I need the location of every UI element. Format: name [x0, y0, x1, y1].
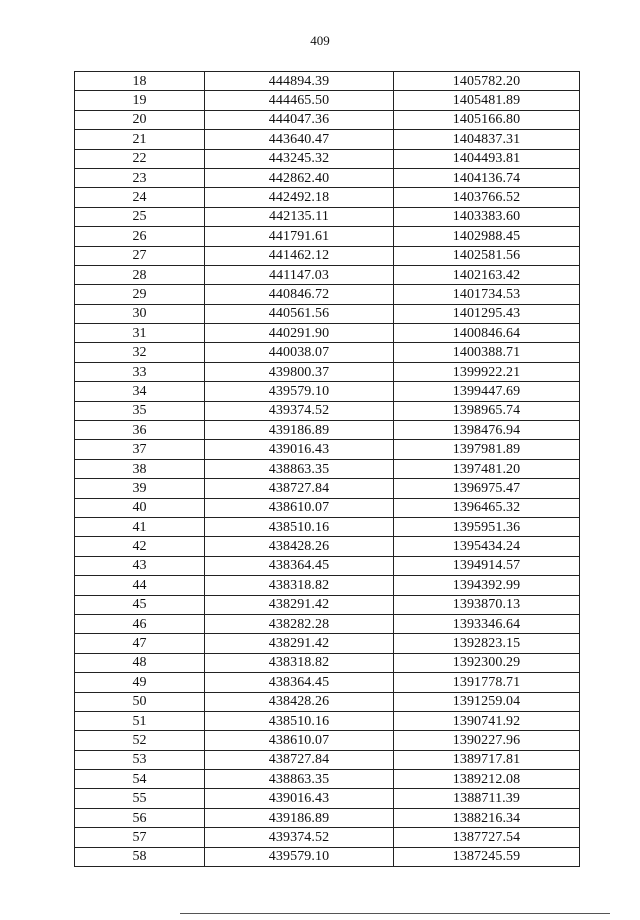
x-coordinate-cell: 438318.82: [205, 653, 394, 672]
table-row: [75, 595, 580, 614]
point-number-cell: 26: [75, 227, 205, 246]
table-row: [75, 770, 580, 789]
table-row: [75, 692, 580, 711]
bottom-rule: [180, 913, 610, 914]
table-row: [75, 828, 580, 847]
x-coordinate-cell: 444047.36: [205, 110, 394, 129]
table-row: [75, 634, 580, 653]
table-row: [75, 285, 580, 304]
x-coordinate-cell: 438863.35: [205, 459, 394, 478]
x-coordinate-cell: 439186.89: [205, 421, 394, 440]
y-coordinate-cell: 1399922.21: [394, 362, 580, 381]
y-coordinate-cell: 1400388.71: [394, 343, 580, 362]
x-coordinate-cell: 438291.42: [205, 634, 394, 653]
point-number-cell: 47: [75, 634, 205, 653]
table-row: [75, 750, 580, 769]
x-coordinate-cell: 438863.35: [205, 770, 394, 789]
table-row: [75, 324, 580, 343]
y-coordinate-cell: 1398965.74: [394, 401, 580, 420]
x-coordinate-cell: 438364.45: [205, 673, 394, 692]
x-coordinate-cell: 442862.40: [205, 168, 394, 187]
point-number-cell: 37: [75, 440, 205, 459]
point-number-cell: 54: [75, 770, 205, 789]
y-coordinate-cell: 1395434.24: [394, 537, 580, 556]
point-number-cell: 39: [75, 479, 205, 498]
y-coordinate-cell: 1394392.99: [394, 576, 580, 595]
y-coordinate-cell: 1403383.60: [394, 207, 580, 226]
point-number-cell: 23: [75, 168, 205, 187]
table-row: [75, 614, 580, 633]
y-coordinate-cell: 1391259.04: [394, 692, 580, 711]
table-row: [75, 343, 580, 362]
point-number-cell: 34: [75, 382, 205, 401]
x-coordinate-cell: 438510.16: [205, 517, 394, 536]
point-number-cell: 28: [75, 265, 205, 284]
y-coordinate-cell: 1400846.64: [394, 324, 580, 343]
y-coordinate-cell: 1405166.80: [394, 110, 580, 129]
x-coordinate-cell: 441791.61: [205, 227, 394, 246]
point-number-cell: 30: [75, 304, 205, 323]
x-coordinate-cell: 439186.89: [205, 808, 394, 827]
point-number-cell: 48: [75, 653, 205, 672]
x-coordinate-cell: 438610.07: [205, 731, 394, 750]
y-coordinate-cell: 1397481.20: [394, 459, 580, 478]
table-row: [75, 265, 580, 284]
y-coordinate-cell: 1394914.57: [394, 556, 580, 575]
x-coordinate-cell: 439374.52: [205, 401, 394, 420]
point-number-cell: 56: [75, 808, 205, 827]
point-number-cell: 20: [75, 110, 205, 129]
x-coordinate-cell: 441147.03: [205, 265, 394, 284]
point-number-cell: 25: [75, 207, 205, 226]
point-number-cell: 21: [75, 130, 205, 149]
table-row: [75, 168, 580, 187]
x-coordinate-cell: 439579.10: [205, 847, 394, 866]
table-row: [75, 498, 580, 517]
y-coordinate-cell: 1387245.59: [394, 847, 580, 866]
point-number-cell: 33: [75, 362, 205, 381]
x-coordinate-cell: 438318.82: [205, 576, 394, 595]
y-coordinate-cell: 1405481.89: [394, 91, 580, 110]
point-number-cell: 35: [75, 401, 205, 420]
x-coordinate-cell: 439374.52: [205, 828, 394, 847]
x-coordinate-cell: 438510.16: [205, 711, 394, 730]
table-row: [75, 459, 580, 478]
coordinates-table-body: [75, 72, 580, 867]
point-number-cell: 24: [75, 188, 205, 207]
point-number-cell: 38: [75, 459, 205, 478]
point-number-cell: 27: [75, 246, 205, 265]
x-coordinate-cell: 439016.43: [205, 440, 394, 459]
table-row: [75, 556, 580, 575]
table-row: [75, 731, 580, 750]
table-row: [75, 362, 580, 381]
coordinates-table: [74, 71, 580, 867]
y-coordinate-cell: 1388216.34: [394, 808, 580, 827]
y-coordinate-cell: 1402988.45: [394, 227, 580, 246]
table-row: [75, 711, 580, 730]
y-coordinate-cell: 1402163.42: [394, 265, 580, 284]
x-coordinate-cell: 439800.37: [205, 362, 394, 381]
table-row: [75, 847, 580, 866]
table-row: [75, 537, 580, 556]
y-coordinate-cell: 1399447.69: [394, 382, 580, 401]
table-row: [75, 653, 580, 672]
x-coordinate-cell: 442492.18: [205, 188, 394, 207]
y-coordinate-cell: 1396975.47: [394, 479, 580, 498]
table-row: [75, 188, 580, 207]
table-row: [75, 91, 580, 110]
y-coordinate-cell: 1395951.36: [394, 517, 580, 536]
y-coordinate-cell: 1392300.29: [394, 653, 580, 672]
table-row: [75, 401, 580, 420]
table-row: [75, 246, 580, 265]
y-coordinate-cell: 1389212.08: [394, 770, 580, 789]
table-row: [75, 789, 580, 808]
x-coordinate-cell: 438291.42: [205, 595, 394, 614]
page-number: 409: [310, 33, 330, 48]
y-coordinate-cell: 1403766.52: [394, 188, 580, 207]
point-number-cell: 42: [75, 537, 205, 556]
table-row: [75, 207, 580, 226]
y-coordinate-cell: 1390741.92: [394, 711, 580, 730]
point-number-cell: 36: [75, 421, 205, 440]
y-coordinate-cell: 1387727.54: [394, 828, 580, 847]
table-row: [75, 149, 580, 168]
y-coordinate-cell: 1404136.74: [394, 168, 580, 187]
y-coordinate-cell: 1402581.56: [394, 246, 580, 265]
point-number-cell: 45: [75, 595, 205, 614]
x-coordinate-cell: 438428.26: [205, 692, 394, 711]
x-coordinate-cell: 438428.26: [205, 537, 394, 556]
point-number-cell: 43: [75, 556, 205, 575]
table-row: [75, 440, 580, 459]
point-number-cell: 44: [75, 576, 205, 595]
y-coordinate-cell: 1404493.81: [394, 149, 580, 168]
x-coordinate-cell: 438727.84: [205, 479, 394, 498]
table-row: [75, 576, 580, 595]
x-coordinate-cell: 442135.11: [205, 207, 394, 226]
y-coordinate-cell: 1393346.64: [394, 614, 580, 633]
y-coordinate-cell: 1396465.32: [394, 498, 580, 517]
table-row: [75, 421, 580, 440]
table-row: [75, 673, 580, 692]
x-coordinate-cell: 439016.43: [205, 789, 394, 808]
x-coordinate-cell: 441462.12: [205, 246, 394, 265]
x-coordinate-cell: 440561.56: [205, 304, 394, 323]
y-coordinate-cell: 1388711.39: [394, 789, 580, 808]
x-coordinate-cell: 438727.84: [205, 750, 394, 769]
table-row: [75, 130, 580, 149]
point-number-cell: 32: [75, 343, 205, 362]
point-number-cell: 41: [75, 517, 205, 536]
x-coordinate-cell: 438610.07: [205, 498, 394, 517]
y-coordinate-cell: 1401295.43: [394, 304, 580, 323]
point-number-cell: 19: [75, 91, 205, 110]
point-number-cell: 53: [75, 750, 205, 769]
x-coordinate-cell: 440038.07: [205, 343, 394, 362]
point-number-cell: 40: [75, 498, 205, 517]
x-coordinate-cell: 443640.47: [205, 130, 394, 149]
x-coordinate-cell: 443245.32: [205, 149, 394, 168]
x-coordinate-cell: 438282.28: [205, 614, 394, 633]
y-coordinate-cell: 1391778.71: [394, 673, 580, 692]
point-number-cell: 22: [75, 149, 205, 168]
x-coordinate-cell: 438364.45: [205, 556, 394, 575]
point-number-cell: 50: [75, 692, 205, 711]
point-number-cell: 29: [75, 285, 205, 304]
y-coordinate-cell: 1401734.53: [394, 285, 580, 304]
y-coordinate-cell: 1397981.89: [394, 440, 580, 459]
table-row: [75, 479, 580, 498]
point-number-cell: 52: [75, 731, 205, 750]
table-row: [75, 382, 580, 401]
point-number-cell: 58: [75, 847, 205, 866]
x-coordinate-cell: 440846.72: [205, 285, 394, 304]
x-coordinate-cell: 440291.90: [205, 324, 394, 343]
x-coordinate-cell: 444894.39: [205, 72, 394, 91]
point-number-cell: 46: [75, 614, 205, 633]
table-row: [75, 110, 580, 129]
y-coordinate-cell: 1392823.15: [394, 634, 580, 653]
y-coordinate-cell: 1393870.13: [394, 595, 580, 614]
x-coordinate-cell: 439579.10: [205, 382, 394, 401]
point-number-cell: 49: [75, 673, 205, 692]
x-coordinate-cell: 444465.50: [205, 91, 394, 110]
table-row: [75, 808, 580, 827]
point-number-cell: 31: [75, 324, 205, 343]
y-coordinate-cell: 1404837.31: [394, 130, 580, 149]
y-coordinate-cell: 1405782.20: [394, 72, 580, 91]
point-number-cell: 18: [75, 72, 205, 91]
y-coordinate-cell: 1390227.96: [394, 731, 580, 750]
table-row: [75, 227, 580, 246]
point-number-cell: 55: [75, 789, 205, 808]
y-coordinate-cell: 1398476.94: [394, 421, 580, 440]
table-row: [75, 72, 580, 91]
table-row: [75, 304, 580, 323]
point-number-cell: 57: [75, 828, 205, 847]
point-number-cell: 51: [75, 711, 205, 730]
table-row: [75, 517, 580, 536]
y-coordinate-cell: 1389717.81: [394, 750, 580, 769]
